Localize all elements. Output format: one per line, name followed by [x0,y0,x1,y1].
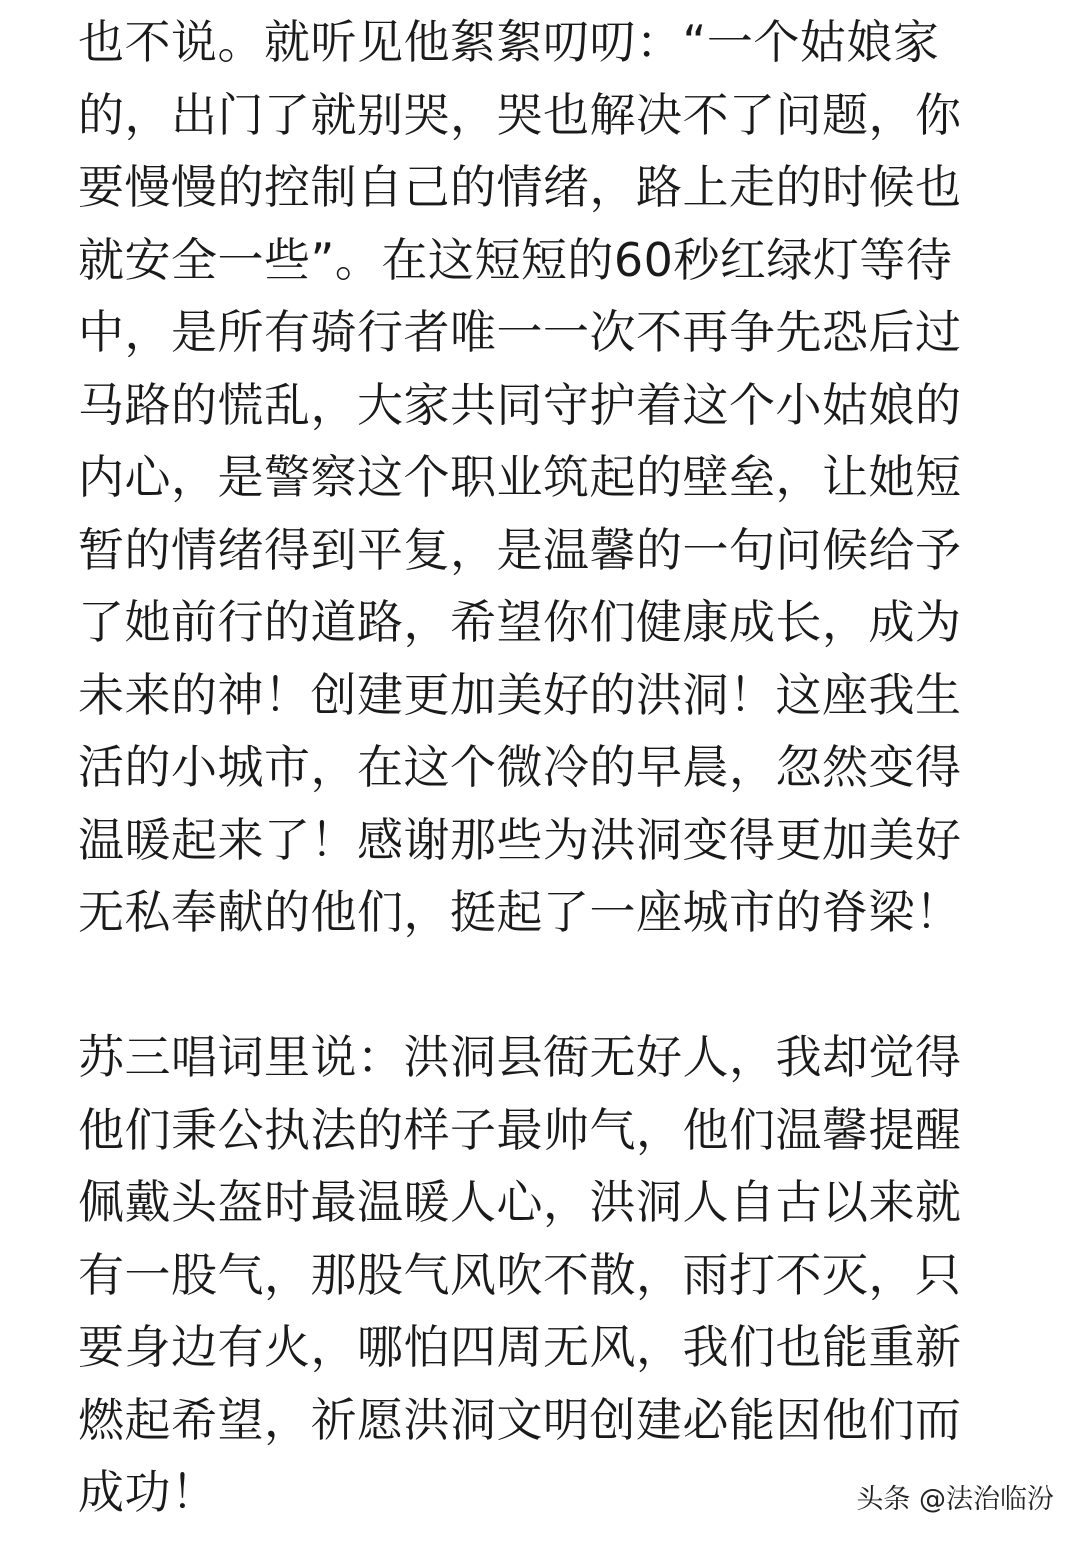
article-body [78,6,1008,1529]
paragraph-1 [78,6,1008,949]
paragraph-spacer [78,949,1008,1022]
text-line: 燃起希望，祈愿洪洞文明创建必能因他们而 [78,1392,962,1447]
text-line: 暂的情绪得到平复，是温馨的一句问候给予 [78,522,962,577]
text-line: 成功！ [78,1465,218,1519]
source-watermark: 头条 @法治临汾 [856,1484,1054,1515]
text-line: 苏三唱词里说：洪洞县衙无好人，我却觉得 [78,1030,962,1084]
text-line: 要慢慢的控制自己的情绪，路上走的时候也 [78,160,962,214]
text-line: 温暖起来了！感谢那些为洪洞变得更加美好 [78,812,962,867]
text-line: 的，出门了就别哭，哭也解决不了问题，你 [78,87,962,142]
text-line: 中，是所有骑行者唯一一次不再争先恐后过 [78,305,962,359]
text-line: 他们秉公执法的样子最帅气，他们温馨提醒 [78,1102,962,1157]
text-line: 了她前行的道路，希望你们健康成长，成为 [78,595,962,649]
text-line: 活的小城市，在这个微冷的早晨，忽然变得 [78,740,962,794]
text-line: 马路的慌乱，大家共同守护着这个小姑娘的 [78,377,962,432]
text-line: 就安全一些”。在这短短的60秒红绿灯等待 [78,232,953,287]
text-line: 内心，是警察这个职业筑起的壁垒，让她短 [78,450,962,504]
text-line: 未来的神！创建更加美好的洪洞！这座我生 [78,667,962,722]
text-line: 有一股气，那股气风吹不散，雨打不灭，只 [78,1247,962,1302]
paragraph-2 [78,1021,1008,1529]
text-line: 要身边有火，哪怕四周无风，我们也能重新 [78,1320,962,1374]
text-line: 无私奉献的他们，挺起了一座城市的脊梁！ [78,885,962,939]
text-line: 佩戴头盔时最温暖人心，洪洞人自古以来就 [78,1175,962,1229]
text-line: 也不说。就听见他絮絮叨叨：“一个姑娘家 [78,15,940,69]
